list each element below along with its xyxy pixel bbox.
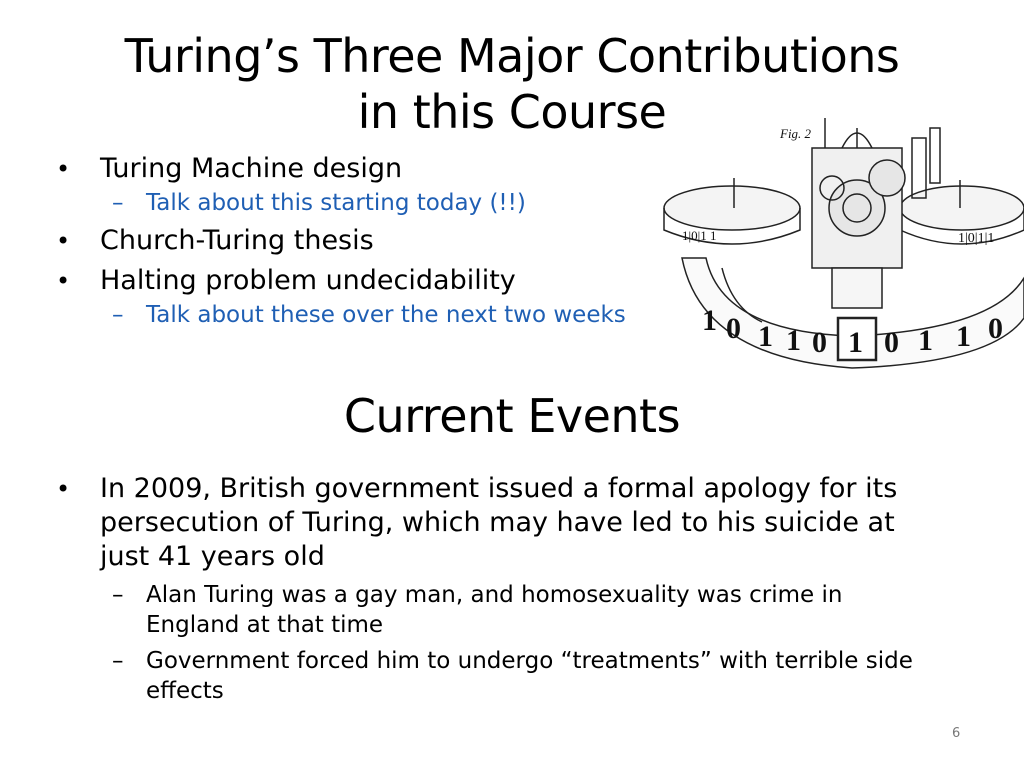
- sub-list-item-text: Talk about this starting today (!!): [146, 190, 526, 216]
- list-item-text: Turing Machine design: [100, 153, 403, 184]
- list-item-text: In 2009, British government issued a formal apology for its persecution of Turing, which may have led to his suicide at just 41 years old: [100, 473, 898, 572]
- tape-cell: 1: [786, 324, 801, 357]
- slide-title-line-2: in this Course: [357, 85, 667, 139]
- sub-list-item: [0, 580, 936, 640]
- current-events-heading: Current Events: [343, 389, 681, 443]
- tape-cell: 0: [988, 312, 1003, 345]
- bullet-icon: •: [56, 227, 71, 255]
- dash-icon: –: [112, 190, 124, 216]
- tape-cell: 1: [758, 320, 773, 353]
- right-reel-tape-label: 1|0|1|1: [958, 231, 995, 246]
- tape-cell: 0: [726, 312, 741, 345]
- bullet-icon: •: [56, 475, 71, 503]
- list-item-text: Halting problem undecidability: [100, 265, 516, 296]
- dash-icon: –: [112, 648, 124, 674]
- tape-cell-head: 1: [848, 326, 863, 359]
- sub-list-item-text: Talk about these over the next two weeks: [146, 302, 626, 328]
- current-events-list: [0, 472, 950, 706]
- list-item: [0, 472, 950, 574]
- tape-cell: 1: [956, 320, 971, 353]
- bullet-icon: •: [56, 267, 71, 295]
- dash-icon: –: [112, 582, 124, 608]
- sub-list-item-text: Alan Turing was a gay man, and homosexuality was crime in England at that time: [146, 582, 843, 638]
- bullet-icon: •: [56, 155, 71, 183]
- sub-list-item: [0, 646, 936, 706]
- slide-title-line-1: Turing’s Three Major Contributions: [124, 29, 900, 83]
- tape-cell: 1: [702, 304, 717, 337]
- page-number: 6: [952, 726, 961, 741]
- left-reel-tape-label: 1|0|1 1: [682, 228, 717, 243]
- tape-cell: 0: [812, 326, 827, 359]
- tape-cell: 1: [918, 324, 933, 357]
- dash-icon: –: [112, 302, 124, 328]
- sub-list-item-text: Government forced him to undergo “treatments” with terrible side effects: [146, 648, 913, 704]
- list-item-text: Church-Turing thesis: [100, 225, 374, 256]
- figure-caption: Fig. 2: [780, 126, 812, 141]
- tape-cell: 0: [884, 326, 899, 359]
- turing-machine-illustration: [662, 108, 1024, 388]
